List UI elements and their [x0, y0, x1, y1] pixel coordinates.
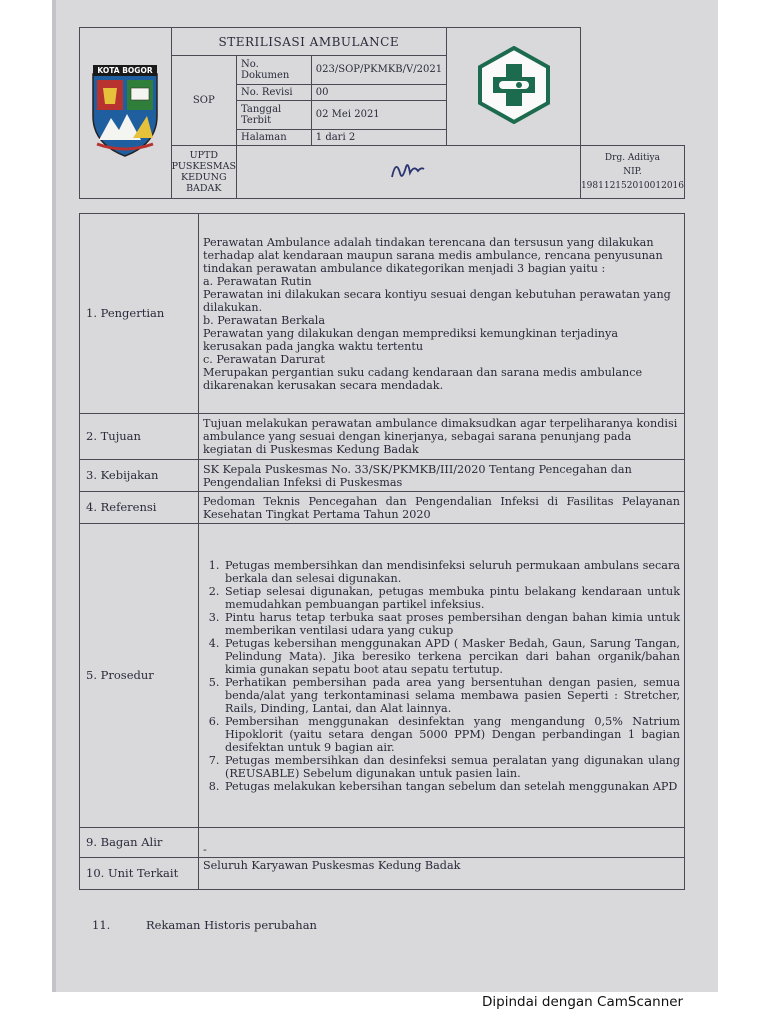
pengertian-text-b: Perawatan yang dilakukan dengan memprediksi kemungkinan terjadinya kerusakan pada jangka waktu tertentu — [203, 326, 618, 353]
field-value-no-dokumen: 023/SOP/PKMKB/V/2021 — [311, 56, 446, 85]
signature-cell — [236, 146, 580, 199]
field-label: Tanggal Terbit — [236, 100, 311, 129]
sop-header-table — [79, 27, 685, 199]
kota-bogor-logo-icon — [89, 64, 161, 158]
section-label-pengertian: 1. Pengertian — [80, 214, 199, 414]
section-tujuan: Tujuan melakukan perawatan ambulance dimaksudkan agar terpeliharanya kondisi ambulance yang sesuai dengan kinerjanya, sebagai sarana penunjang pada kegiatan di Puskesmas Kedung Badak — [199, 414, 685, 460]
prosedur-step: 6. Pembersihan menggunakan desinfektan yang mengandung 0,5% Natrium Hipoklorit (yaitu setara dengan 5000 PPM) Dengan perbandingan 1 bagian desifektan untuk 9 bagian air. — [223, 715, 680, 754]
field-label: No. Revisi — [236, 84, 311, 100]
section-unit: Seluruh Karyawan Puskesmas Kedung Badak — [199, 858, 685, 890]
prosedur-step: 5. Perhatikan pembersihan pada area yang bersentuhan dengan pasien, semua benda/alat yang terkontaminasi selama membawa pasien Seperti : Stretcher, Rails, Dinding, Lantai, dan Alat lainnya. — [223, 676, 680, 715]
history-number: 11. — [92, 918, 111, 932]
pengertian-item-b: b. Perawatan Berkala — [203, 313, 325, 327]
puskesmas-logo-icon — [475, 46, 553, 124]
org-name-text: UPTD PUSKESMAS KEDUNG BADAK — [171, 150, 236, 194]
section-label-tujuan: 2. Tujuan — [80, 414, 199, 460]
field-label: No. Dokumen — [236, 56, 311, 85]
document-title: STERILISASI AMBULANCE — [171, 28, 446, 56]
section-referensi: Pedoman Teknis Pencegahan dan Pengendalian Infeksi di Fasilitas Pelayanan Kesehatan Tingkat Pertama Tahun 2020 — [199, 492, 685, 524]
pengertian-item-c: c. Perawatan Darurat — [203, 352, 325, 366]
doctor-name: Drg. Aditiya — [604, 153, 661, 163]
section-bagan: - — [199, 828, 685, 858]
doctor-signatory — [580, 146, 684, 199]
pengertian-intro: Perawatan Ambulance adalah tindakan terencana dan tersusun yang dilakukan terhadap alat kendaraan maupun sarana medis ambulance, rencana penyusunan tindakan perawatan ambulance dikategorikan menjadi 3 bagian yaitu : — [203, 235, 663, 275]
sop-label: SOP — [171, 56, 236, 146]
paper-edge — [52, 0, 56, 992]
prosedur-step: 2. Setiap selesai digunakan, petugas membuka pintu belakang kendaraan untuk memudahkan pembuangan partikel infeksius. — [223, 585, 680, 611]
prosedur-step: 7. Petugas membersihkan dan desinfeksi semua peralatan yang digunakan ulang (REUSABLE) Sebelum digunakan untuk pasien lain. — [223, 754, 680, 780]
field-value-tanggal: 02 Mei 2021 — [311, 100, 446, 129]
section-label-prosedur: 5. Prosedur — [80, 524, 199, 828]
section-pengertian — [199, 214, 685, 414]
section-prosedur — [199, 524, 685, 828]
prosedur-step: 4. Petugas kebersihan menggunakan APD ( Masker Bedah, Gaun, Sarung Tangan, Pelindung Mata). Jika beresiko terkena percikan dari bahan organik/bahan kimia gunakan sepatu boot atau sepatu tertutup. — [223, 637, 680, 676]
sop-body-table — [79, 213, 685, 890]
prosedur-step: 1. Petugas membersihkan dan mendisinfeksi seluruh permukaan ambulans secara berkala dan selesai digunakan. — [223, 559, 680, 585]
doctor-nip: NIP. 198112152010012016 — [580, 167, 685, 191]
prosedur-step: 3. Pintu harus tetap terbuka saat proses pembersihan dengan bahan kimia untuk memberikan ventilasi udara yang cukup — [223, 611, 680, 637]
pengertian-item-a: a. Perawatan Rutin — [203, 274, 312, 288]
kota-bogor-logo-cell — [80, 28, 172, 199]
section-label-unit: 10. Unit Terkait — [80, 858, 199, 890]
section-label-referensi: 4. Referensi — [80, 492, 199, 524]
history-text: Rekaman Historis perubahan — [146, 918, 317, 932]
section-label-bagan: 9. Bagan Alir — [80, 828, 199, 858]
field-value-halaman: 1 dari 2 — [311, 129, 446, 145]
pengertian-text-c: Merupakan pergantian suku cadang kendaraan dan sarana medis ambulance dikarenakan kerusakan secara mendadak. — [203, 365, 643, 392]
history-record-line — [92, 918, 317, 932]
prosedur-list — [203, 559, 680, 793]
logo-text: KOTA BOGOR — [97, 66, 153, 75]
signature-icon — [388, 155, 428, 185]
section-kebijakan: SK Kepala Puskesmas No. 33/SK/PKMKB/III/2020 Tentang Pencegahan dan Pengendalian Infeksi di Puskesmas — [199, 460, 685, 492]
puskesmas-logo-cell — [447, 28, 581, 146]
pengertian-text-a: Perawatan ini dilakukan secara kontiyu sesuai dengan kebutuhan perawatan yang dilakukan. — [203, 287, 671, 314]
field-value-no-revisi: 00 — [311, 84, 446, 100]
field-label: Halaman — [236, 129, 311, 145]
org-name — [171, 146, 236, 199]
section-label-kebijakan: 3. Kebijakan — [80, 460, 199, 492]
prosedur-step: 8. Petugas melakukan kebersihan tangan sebelum dan setelah menggunakan APD — [223, 780, 680, 793]
camscanner-watermark: Dipindai dengan CamScanner — [482, 994, 684, 1010]
